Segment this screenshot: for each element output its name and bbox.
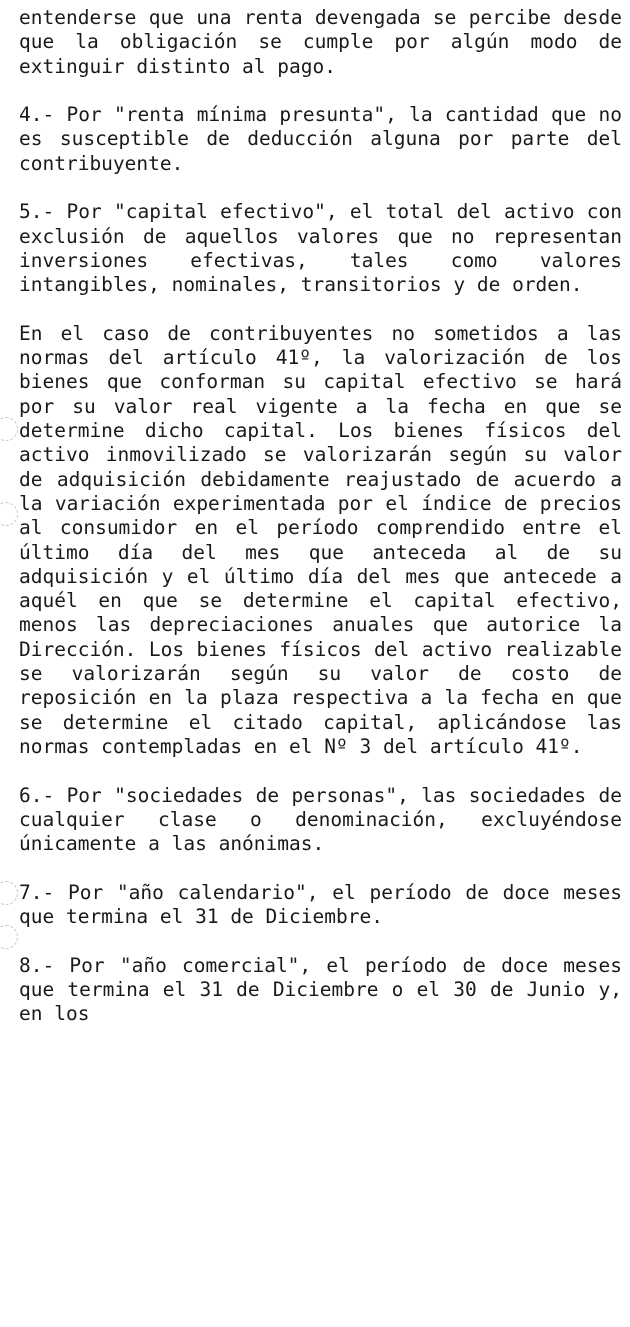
paragraph-item-8: 8.- Por "año comercial", el período de doce meses que termina el 31 de Diciembre o el 30 de Junio y, en los: [19, 953, 622, 1026]
paragraph-item-5: 5.- Por "capital efectivo", el total del activo con exclusión de aquellos valores que no representan inversiones efectivas, tales como valores intangibles, nominales, transitorios y de orden.: [19, 200, 622, 297]
punch-hole-mark: [0, 417, 18, 441]
punch-hole-mark: [0, 881, 18, 905]
punch-hole-mark: [0, 502, 18, 526]
punch-hole-mark: [0, 925, 18, 949]
paragraph-item-6: 6.- Por "sociedades de personas", las sociedades de cualquier clase o denominación, excluyéndose únicamente a las anónimas.: [19, 783, 622, 856]
paragraph-capital-valuation: En el caso de contribuyentes no sometidos a las normas del artículo 41º, la valorización de los bienes que conforman su capital efectivo se hará por su valor real vigente a la fecha en que se determine dicho capital. Los bienes físicos del activo inmovilizado se valorizarán según su valor de adquisición debidamente reajustado de acuerdo a la variación experimentada por el índice de precios al consumidor en el período comprendido entre el último día del mes que anteceda al de su adquisición y el último día del mes que antecede a aquél en que se determine el capital efectivo, menos las depreciaciones anuales que autorice la Dirección. Los bienes físicos del activo realizable se valorizarán según su valor de costo de reposición en la plaza respectiva a la fecha en que se determine el citado capital, aplicándose las normas contempladas en el Nº 3 del artículo 41º.: [19, 321, 622, 758]
paragraph-item-7: 7.- Por "año calendario", el período de doce meses que termina el 31 de Diciembre.: [19, 880, 622, 928]
paragraph-continuation: entenderse que una renta devengada se percibe desde que la obligación se cumple por algún modo de extinguir distinto al pago.: [19, 6, 622, 78]
paragraph-item-4: 4.- Por "renta mínima presunta", la cantidad que no es susceptible de deducción alguna por parte del contribuyente.: [19, 103, 622, 175]
